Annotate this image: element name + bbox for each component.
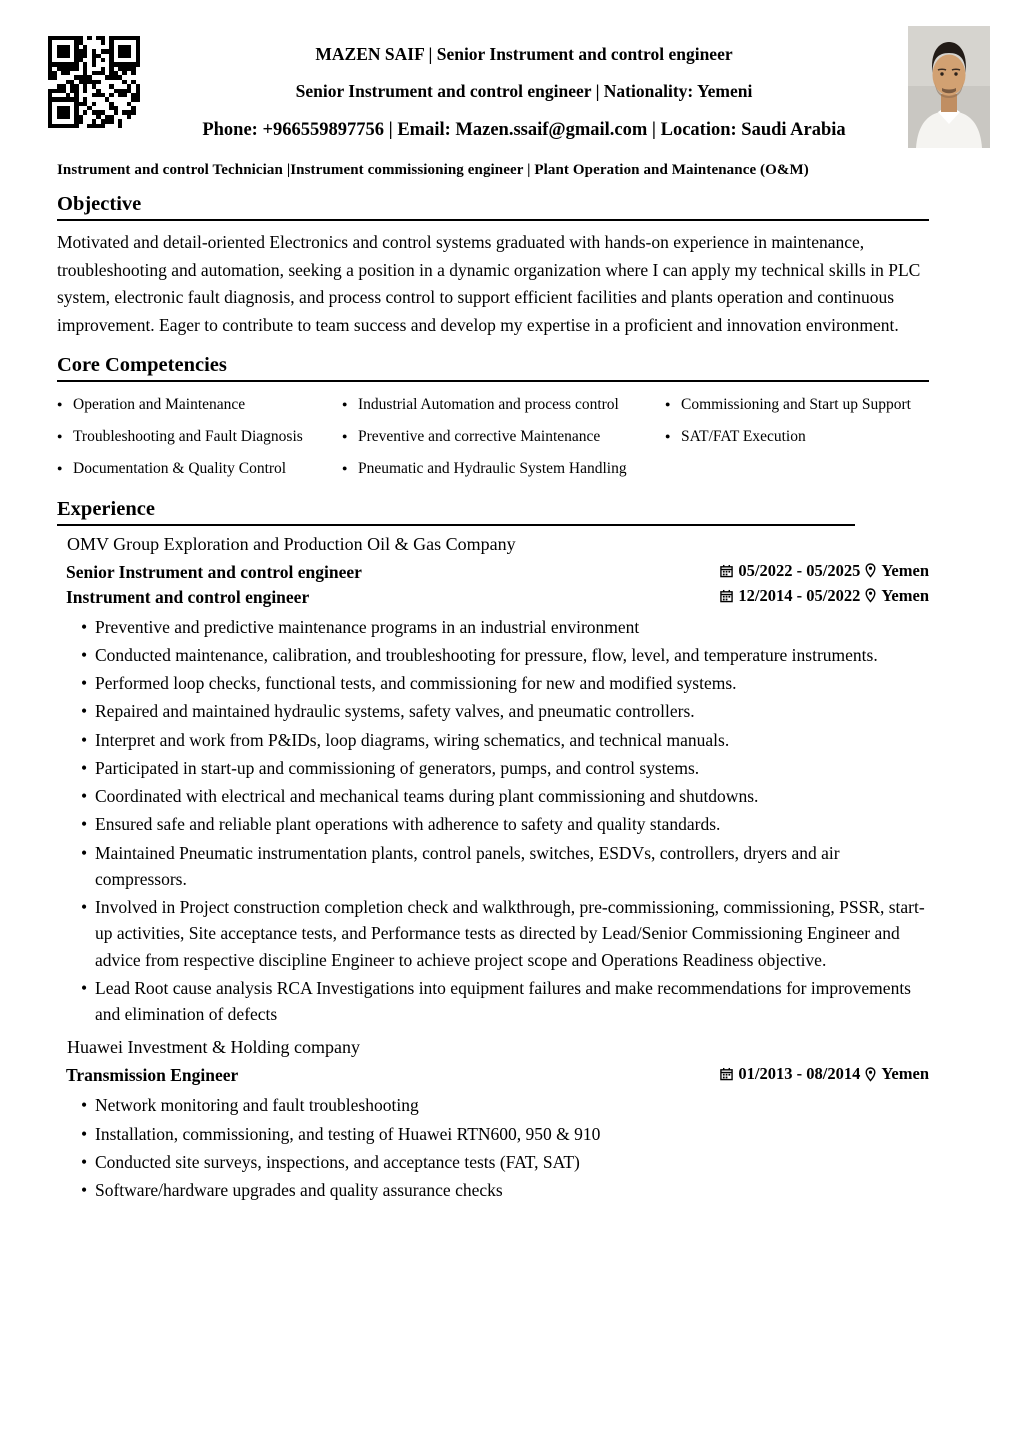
- competencies-column-1: [57, 396, 342, 478]
- competency-item: ● Pneumatic and Hydraulic System Handling: [342, 460, 665, 478]
- competency-item: ● Commissioning and Start up Support: [665, 396, 929, 414]
- role-line: [57, 561, 929, 583]
- experience-bullet: • Involved in Project construction completion check and walkthrough, pre-commissioning, commissioning, PSSR, start-up activities, Site acceptance tests, and Performance tests as directed by Lead/Senior Commissioning Engineer and advice from respective discipline Engineer to achieve project scope and Operations Readiness objective.: [81, 894, 929, 973]
- experience-bullet: • Maintained Pneumatic instrumentation plants, control panels, switches, ESDVs, controllers, dryers and air compressors.: [81, 840, 929, 893]
- competency-item: ● Troubleshooting and Fault Diagnosis: [57, 428, 342, 446]
- role-meta: [720, 1064, 929, 1084]
- role-dates: 01/2013 - 08/2014: [738, 1064, 861, 1084]
- experience-bullet-list: [57, 1092, 929, 1203]
- experience-bullet: • Interpret and work from P&IDs, loop diagrams, wiring schematics, and technical manuals.: [81, 727, 929, 753]
- role-dates: 12/2014 - 05/2022: [738, 585, 861, 605]
- competencies-grid: [57, 396, 929, 478]
- qr-code: [48, 36, 140, 128]
- calendar-icon: [720, 1067, 733, 1081]
- role-title: Instrument and control engineer: [66, 586, 310, 607]
- name-title-line: MAZEN SAIF | Senior Instrument and control engineer: [315, 44, 733, 64]
- experience-bullet: • Preventive and predictive maintenance programs in an industrial environment: [81, 614, 929, 640]
- role-dates: 05/2022 - 05/2025: [738, 560, 861, 580]
- objective-text: Motivated and detail-oriented Electronics and control systems graduated with hands-on experience in maintenance, troubleshooting and automation, seeking a position in a dynamic organization where I can apply my technical skills in PLC system, electronic fault diagnosis, and process control to support efficient facilities and plants operation and continuous improvement. Eager to contribute to team success and develop my expertise in a proficient and innovation environment.: [57, 232, 921, 335]
- competency-item: ● Industrial Automation and process control: [342, 396, 665, 414]
- experience-bullet: • Conducted maintenance, calibration, and troubleshooting for pressure, flow, level, and temperature instruments.: [81, 642, 929, 668]
- role-location: Yemen: [881, 585, 929, 605]
- competency-item: ● Preventive and corrective Maintenance: [342, 428, 665, 446]
- experience-bullet: • Conducted site surveys, inspections, and acceptance tests (FAT, SAT): [81, 1149, 929, 1175]
- company-name: Huawei Investment & Holding company: [67, 1037, 360, 1058]
- title-nationality-line: Senior Instrument and control engineer | Nationality: Yemeni: [295, 81, 753, 101]
- role-title: Transmission Engineer: [66, 1065, 239, 1086]
- experience-bullet: • Software/hardware upgrades and quality assurance checks: [81, 1177, 929, 1203]
- profile-photo-image: [908, 26, 990, 148]
- experience-bullet: • Repaired and maintained hydraulic systems, safety valves, and pneumatic controllers.: [81, 698, 929, 724]
- competencies-column-3: [665, 396, 929, 478]
- experience-entry-omv: [57, 534, 929, 1028]
- experience-entry-huawei: [57, 1037, 929, 1203]
- role-meta: [720, 561, 929, 581]
- experience-bullet-list: [57, 614, 929, 1028]
- role-location: Yemen: [881, 560, 929, 580]
- roles-summary-line: Instrument and control Technician |Instrument commissioning engineer | Plant Operation and Maintenance (O&M): [57, 162, 809, 178]
- role-title: Senior Instrument and control engineer: [66, 561, 362, 582]
- calendar-icon: [720, 564, 733, 578]
- experience-bullet: • Network monitoring and fault troubleshooting: [81, 1092, 929, 1118]
- calendar-icon: [720, 589, 733, 603]
- company-name: OMV Group Exploration and Production Oil & Gas Company: [67, 533, 516, 554]
- section-heading-objective: Objective: [57, 193, 929, 221]
- experience-bullet: • Participated in start-up and commissioning of generators, pumps, and control systems.: [81, 755, 929, 781]
- location-pin-icon: [865, 563, 876, 578]
- competency-item: ● Documentation & Quality Control: [57, 460, 342, 478]
- competency-item: ● Operation and Maintenance: [57, 396, 342, 414]
- location-pin-icon: [865, 588, 876, 603]
- location-pin-icon: [865, 1067, 876, 1082]
- header-text-block: [140, 26, 908, 141]
- experience-bullet: • Performed loop checks, functional tests, and commissioning for new and modified systems.: [81, 670, 929, 696]
- role-location: Yemen: [881, 1064, 929, 1084]
- profile-photo: [908, 26, 990, 148]
- role-meta: [720, 586, 929, 606]
- resume-header: [48, 26, 929, 148]
- competencies-column-2: [342, 396, 665, 478]
- experience-bullet: • Lead Root cause analysis RCA Investigations into equipment failures and make recommendations for improvements and elimination of defects: [81, 975, 929, 1028]
- contact-line: Phone: +966559897756 | Email: Mazen.ssaif@gmail.com | Location: Saudi Arabia: [202, 120, 846, 140]
- competency-item: ● SAT/FAT Execution: [665, 428, 929, 446]
- experience-bullet: • Ensured safe and reliable plant operations with adherence to safety and quality standards.: [81, 811, 929, 837]
- section-heading-core-competencies: Core Competencies: [57, 354, 929, 382]
- experience-bullet: • Installation, commissioning, and testing of Huawei RTN600, 950 & 910: [81, 1121, 929, 1147]
- role-line: [57, 1064, 929, 1086]
- role-line: [57, 586, 929, 608]
- experience-bullet: • Coordinated with electrical and mechanical teams during plant commissioning and shutdowns.: [81, 783, 929, 809]
- section-heading-experience: Experience: [57, 498, 855, 526]
